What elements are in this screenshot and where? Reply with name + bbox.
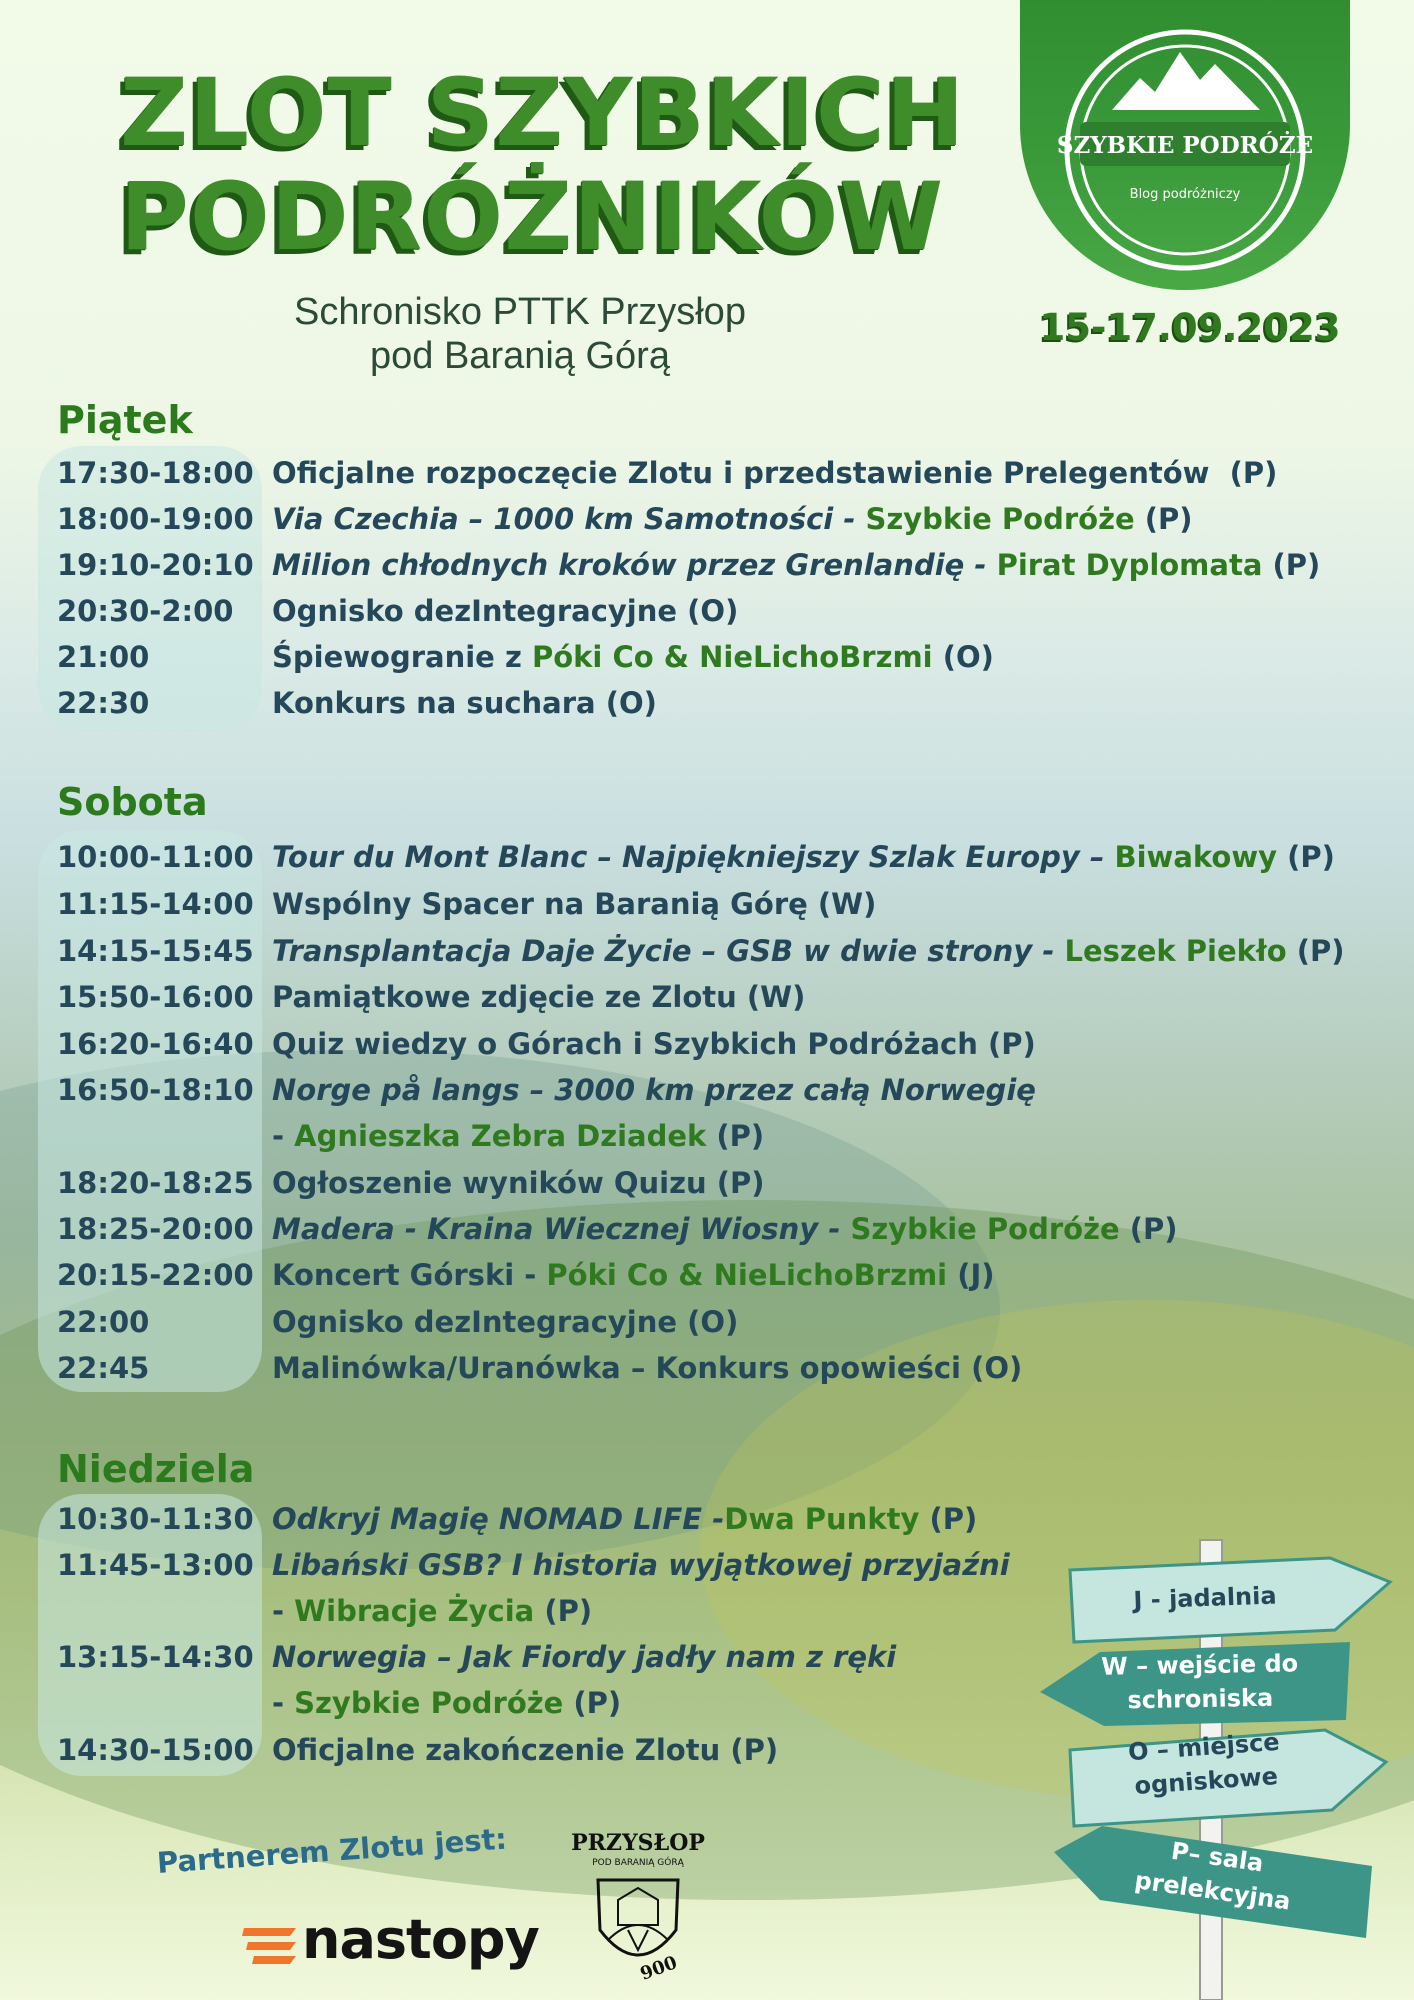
schedule-row <box>57 1027 1036 1061</box>
row-time: 18:20-18:25 <box>57 1166 254 1200</box>
row-time: 16:50-18:10 <box>57 1073 254 1107</box>
row-presenter: Szybkie Podróże <box>294 1686 564 1720</box>
row-dash: - <box>272 1686 285 1720</box>
row-presenter: Szybkie Podróże <box>850 1212 1120 1246</box>
row-desc: Transplantacja Daje Życie – GSB w dwie strony - <box>272 934 1055 968</box>
schedule-row <box>57 887 876 921</box>
blog-logo-emblem <box>1020 0 1350 290</box>
row-code: (P) <box>1272 548 1321 582</box>
title-line-2: PODRÓŻNIKÓW <box>120 163 945 272</box>
schedule-row <box>57 840 1335 874</box>
przyslop-logo <box>568 1830 708 1990</box>
partner-label: Partnerem Zlotu jest: <box>155 1821 508 1880</box>
row-time: 10:30-11:30 <box>57 1502 254 1536</box>
schedule-row <box>57 686 657 720</box>
row-desc: Madera - Kraina Wiecznej Wiosny - <box>272 1212 841 1246</box>
row-code: (P) <box>544 1594 593 1628</box>
row-time: 11:45-13:00 <box>57 1548 254 1582</box>
sign-j-label: J - jadalnia <box>1132 1581 1278 1615</box>
row-code: (P) <box>929 1502 978 1536</box>
row-time: 11:15-14:00 <box>57 887 254 921</box>
sign-o-line-2: ogniskowe <box>1133 1761 1279 1800</box>
schedule-row <box>57 1548 1010 1582</box>
schedule-row <box>57 502 1193 536</box>
row-presenter: Dwa Punkty <box>724 1502 920 1536</box>
schedule-row <box>57 1258 995 1292</box>
row-time: 10:00-11:00 <box>57 840 254 874</box>
row-code: (P) <box>1229 456 1278 490</box>
row-desc: Libański GSB? I historia wyjątkowej przyjaźni <box>272 1548 1010 1582</box>
row-code: (P) <box>1144 502 1193 536</box>
nastopy-logo <box>240 1908 540 1978</box>
venue <box>230 290 810 378</box>
row-code: (P) <box>987 1027 1036 1061</box>
schedule-row <box>57 1351 1022 1385</box>
row-time: 21:00 <box>57 640 150 674</box>
venue-line-2: pod Baranią Górą <box>370 335 670 377</box>
row-code: (O) <box>605 686 657 720</box>
row-time: 22:45 <box>57 1351 150 1385</box>
schedule-row <box>57 1305 738 1339</box>
row-desc: Quiz wiedzy o Górach i Szybkich Podróżach <box>272 1027 978 1061</box>
row-desc: Tour du Mont Blanc – Najpiękniejszy Szlak Europy – <box>272 840 1105 874</box>
row-desc: Pamiątkowe zdjęcie ze Zlotu <box>272 980 737 1014</box>
schedule-row <box>57 1073 1036 1107</box>
row-presenter: Szybkie Podróże <box>865 502 1135 536</box>
title-line-1: ZLOT SZYBKICH <box>120 59 966 168</box>
schedule-row <box>57 1212 1178 1246</box>
sign-w-line-1: W – wejście do <box>1101 1649 1299 1681</box>
blog-logo-tagline: Blog podróżniczy <box>1129 187 1241 202</box>
nastopy-wordmark: nastopy <box>302 1908 539 1971</box>
row-presenter: Póki Co & NieLichoBrzmi <box>531 640 933 674</box>
row-desc: Milion chłodnych kroków przez Grenlandię - <box>272 548 987 582</box>
przyslop-subtitle: POD BARANIĄ GÓRĄ <box>592 1858 684 1868</box>
day-heading-friday: Piątek <box>57 398 193 442</box>
row-desc: Ogłoszenie wyników Quizu <box>272 1166 707 1200</box>
przyslop-number: 900 <box>637 1952 681 1985</box>
row-desc: Norwegia – Jak Fiordy jadły nam z ręki <box>272 1640 897 1674</box>
row-code: (P) <box>1296 934 1345 968</box>
row-time: 14:15-15:45 <box>57 934 254 968</box>
row-dash: - <box>272 1594 285 1628</box>
row-code: (O) <box>942 640 994 674</box>
sign-w-line-2: schroniska <box>1127 1683 1274 1715</box>
row-desc: Śpiewogranie z <box>272 640 522 674</box>
row-time: 15:50-16:00 <box>57 980 254 1014</box>
sign-p-line-2: prelekcyjna <box>1132 1866 1293 1916</box>
row-time: 18:00-19:00 <box>57 502 254 536</box>
row-time: 22:00 <box>57 1305 150 1339</box>
row-code: (P) <box>1287 840 1335 874</box>
row-desc: Norge på langs – 3000 km przez całą Norwegię <box>272 1073 1036 1107</box>
row-desc: Oficjalne zakończenie Zlotu <box>272 1733 721 1767</box>
schedule-row-continuation <box>272 1119 764 1153</box>
row-code: (P) <box>1129 1212 1178 1246</box>
blog-logo-name: SZYBKIE PODRÓŻE <box>1056 132 1314 159</box>
row-time: 17:30-18:00 <box>57 456 254 490</box>
przyslop-name: PRZYSŁOP <box>571 1830 705 1856</box>
day-heading-sunday: Niedziela <box>57 1447 255 1491</box>
blog-logo <box>1020 0 1350 290</box>
event-date: 15-17.09.2023 <box>1039 306 1341 349</box>
row-presenter: Póki Co & NieLichoBrzmi <box>546 1258 948 1292</box>
row-time: 14:30-15:00 <box>57 1733 254 1767</box>
schedule-row <box>57 934 1345 968</box>
row-dash: - <box>272 1119 285 1153</box>
row-desc: Ognisko dezIntegracyjne <box>272 1305 678 1339</box>
row-presenter: Leszek Piekło <box>1064 934 1287 968</box>
row-desc: Odkryj Magię NOMAD LIFE - <box>272 1502 725 1536</box>
schedule-row <box>57 980 805 1014</box>
schedule-row <box>57 1640 896 1674</box>
row-presenter: Agnieszka Zebra Dziadek <box>294 1119 707 1153</box>
schedule-row <box>57 456 1277 490</box>
schedule-row <box>57 594 738 628</box>
schedule-row <box>57 1502 977 1536</box>
row-desc: Malinówka/Uranówka – Konkurs opowieści <box>272 1351 961 1385</box>
row-code: (P) <box>573 1686 622 1720</box>
row-time: 20:30-2:00 <box>57 594 234 628</box>
row-code: (O) <box>687 1305 739 1339</box>
row-time: 19:10-20:10 <box>57 548 254 582</box>
row-presenter: Biwakowy <box>1114 840 1278 874</box>
row-time: 13:15-14:30 <box>57 1640 254 1674</box>
row-code: (W) <box>817 887 877 921</box>
przyslop-emblem-icon <box>568 1870 708 1990</box>
row-code: (W) <box>746 980 806 1014</box>
row-desc: Via Czechia – 1000 km Samotności - <box>272 502 856 536</box>
schedule-row <box>57 1733 778 1767</box>
schedule-row <box>57 548 1320 582</box>
row-code: (J) <box>957 1258 995 1292</box>
row-time: 16:20-16:40 <box>57 1027 254 1061</box>
schedule-row-continuation <box>272 1686 621 1720</box>
row-desc: Ognisko dezIntegracyjne <box>272 594 678 628</box>
page-title <box>120 59 966 272</box>
row-desc: Koncert Górski - <box>272 1258 537 1292</box>
row-time: 22:30 <box>57 686 150 720</box>
sign-p-line-1: P– sala <box>1169 1836 1266 1878</box>
schedule-row <box>57 1166 765 1200</box>
sign-w-label <box>1064 1646 1335 1719</box>
nastopy-wing-icon <box>240 1920 300 1970</box>
row-code: (P) <box>716 1119 765 1153</box>
day-heading-saturday: Sobota <box>57 780 208 824</box>
row-time: 18:25-20:00 <box>57 1212 254 1246</box>
row-desc: Oficjalne rozpoczęcie Zlotu i przedstawienie Prelegentów <box>272 456 1210 490</box>
row-presenter: Wibracje Życia <box>294 1594 535 1628</box>
venue-line-1: Schronisko PTTK Przysłop <box>294 291 746 333</box>
row-code: (P) <box>716 1166 765 1200</box>
row-presenter: Pirat Dyplomata <box>996 548 1263 582</box>
schedule-row <box>57 640 994 674</box>
row-code: (O) <box>971 1351 1023 1385</box>
row-code: (O) <box>687 594 739 628</box>
schedule-row-continuation <box>272 1594 592 1628</box>
row-time: 20:15-22:00 <box>57 1258 254 1292</box>
sign-o-line-1: O – miejsce <box>1127 1727 1281 1767</box>
row-desc: Wspólny Spacer na Baranią Górę <box>272 887 808 921</box>
row-code: (P) <box>730 1733 779 1767</box>
row-desc: Konkurs na suchara <box>272 686 596 720</box>
